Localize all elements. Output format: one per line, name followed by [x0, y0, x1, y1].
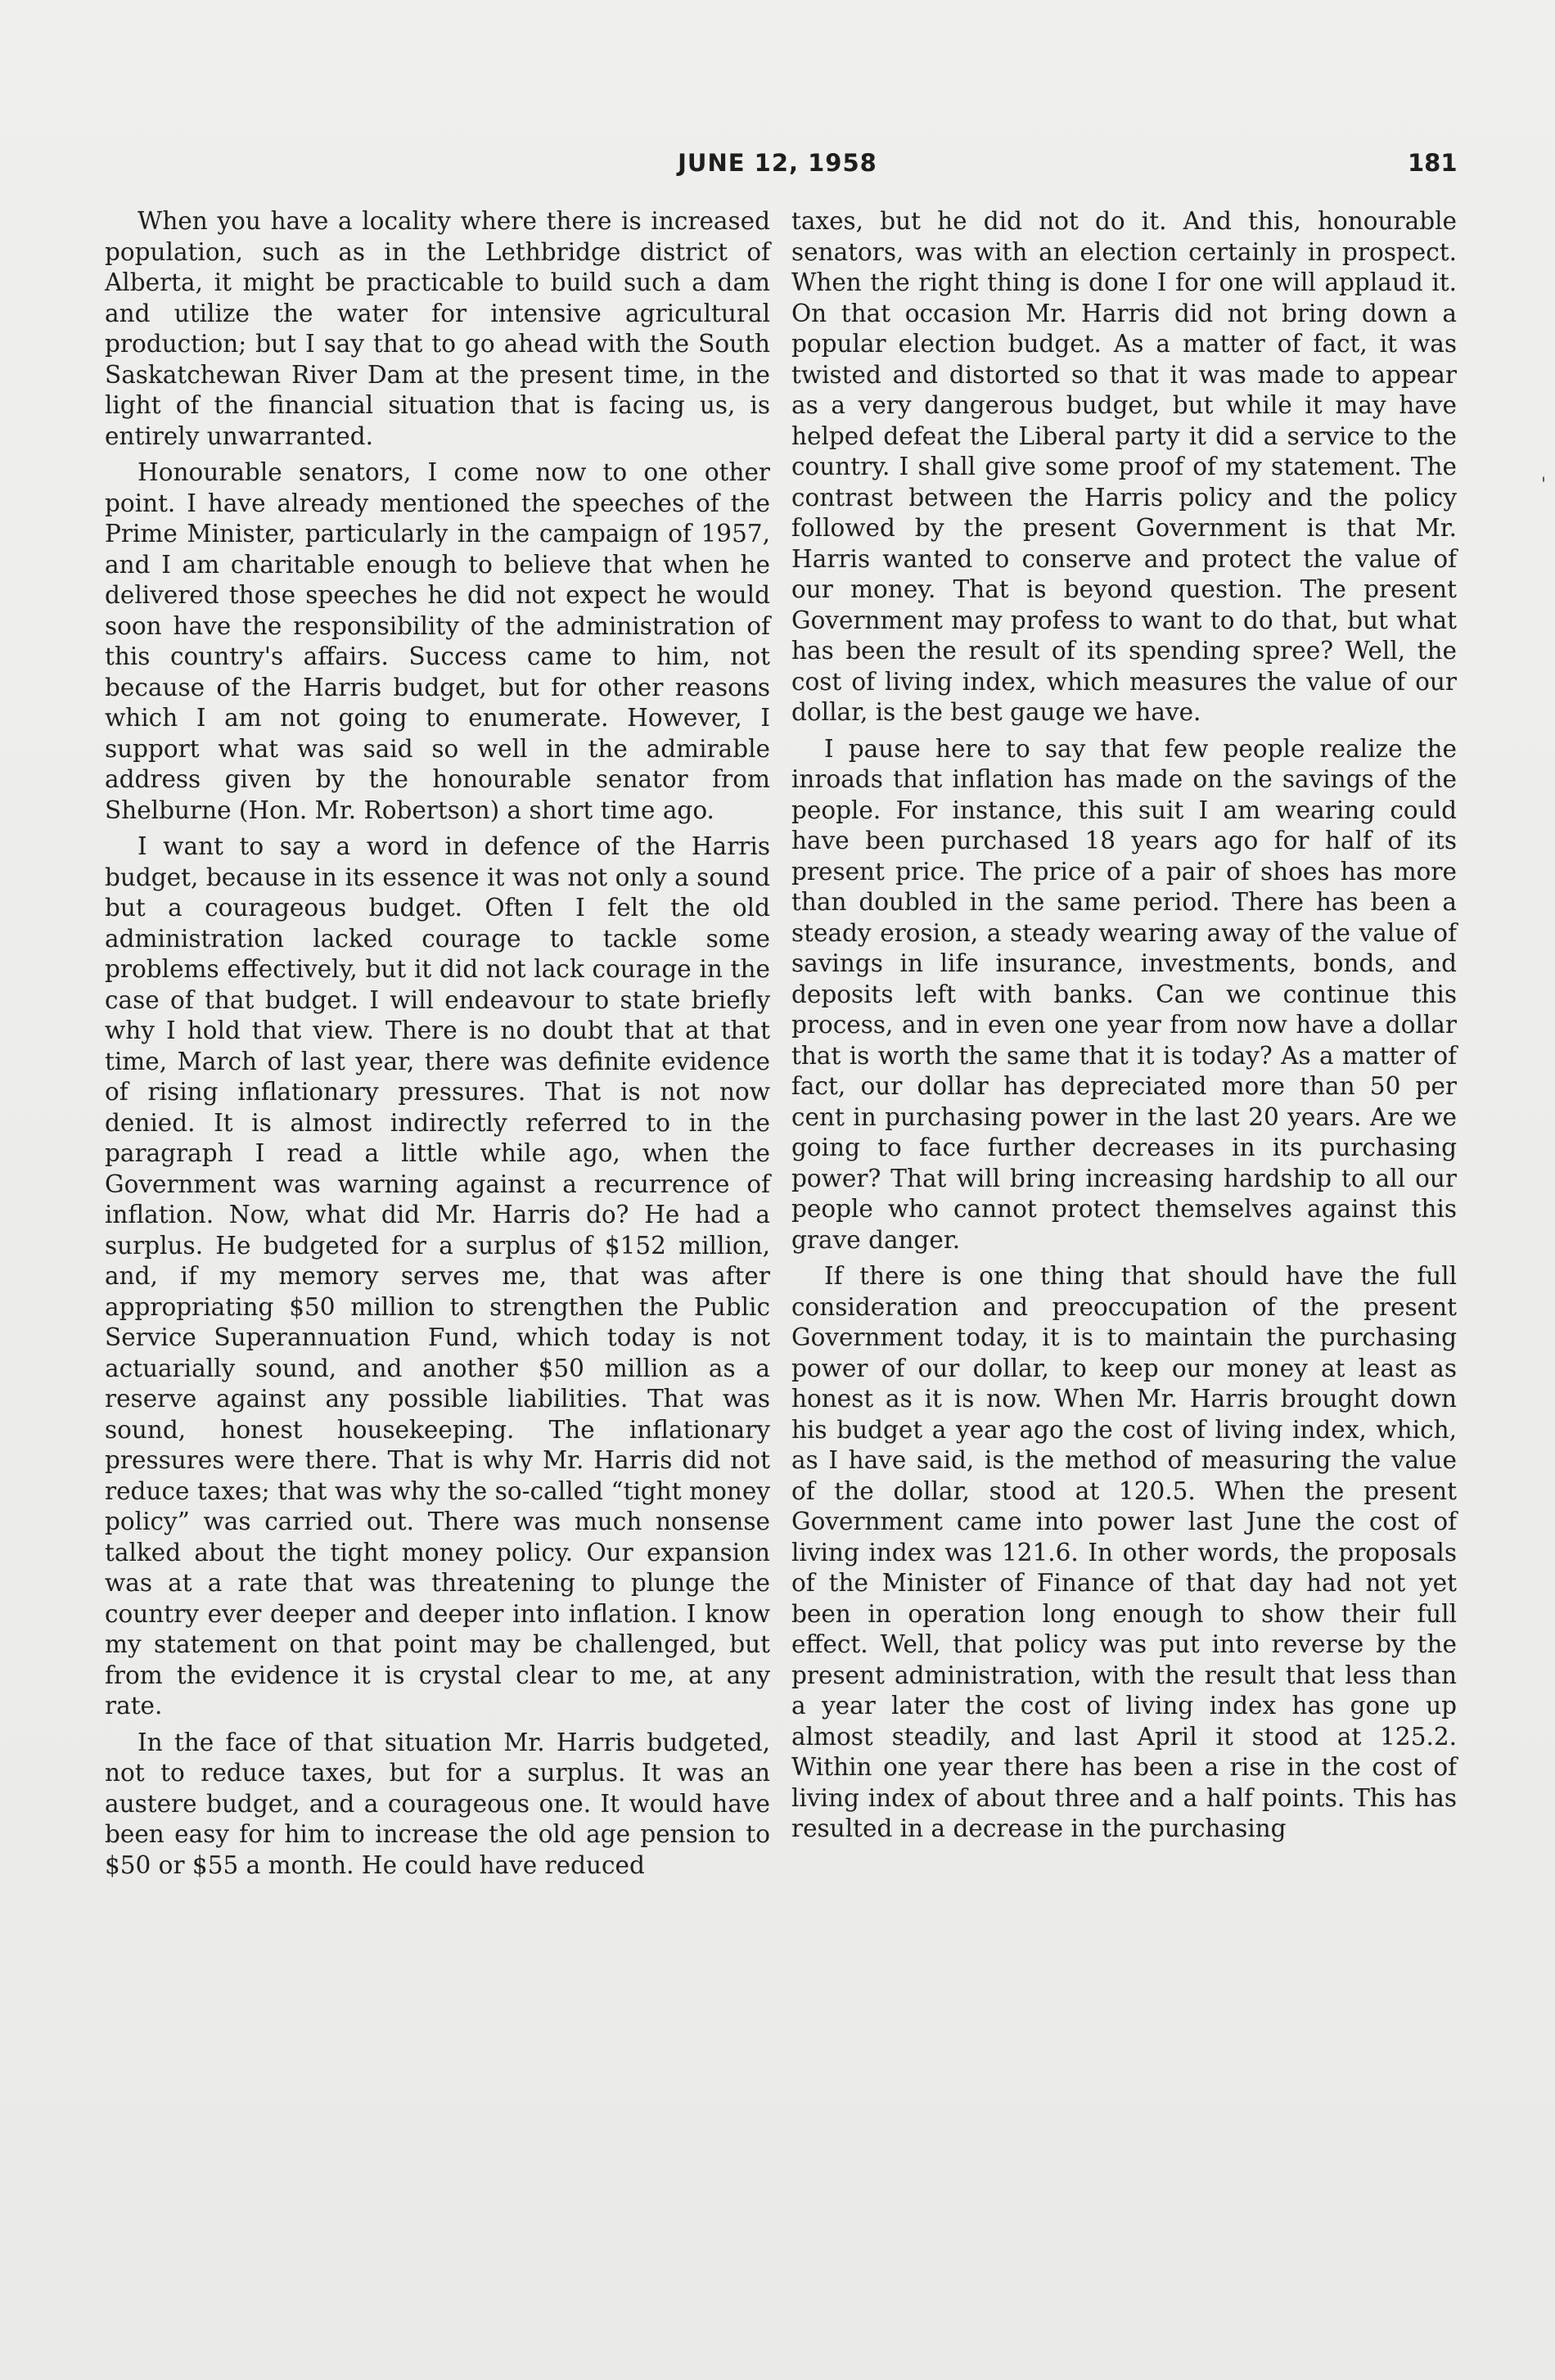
- header-date: JUNE 12, 1958: [678, 149, 877, 177]
- stray-mark: ': [1541, 475, 1547, 495]
- right-column: [791, 206, 1457, 1845]
- left-column: [105, 206, 770, 1881]
- paragraph: Honourable senators, I come now to one other point. I have already mentioned the speeches of the Prime Minister, particularly in the campaign of 1957, and I am charitable enough to believe that when he delivered those speeches he did not expect he would soon have the responsibility of the administration of this country's affairs. Success came to him, not because of the Harris budget, but for other reasons which I am not going to enumerate. However, I support what was said so well in the admirable address given by the honourable senator from Shelburne (Hon. Mr. Robertson) a short time ago.: [105, 458, 770, 824]
- paragraph: I want to say a word in defence of the Harris budget, because in its essence it was not only a sound but a courageous budget. Often I felt the old administration lacked courage to tackle some problems effectively, but it did not lack courage in the case of that budget. I will endeavour to state briefly why I hold that view. There is no doubt that at that time, March of last year, there was definite evidence of rising inflationary pressures. That is not now denied. It is almost indirectly referred to in the paragraph I read a little while ago, when the Government was warning against a recurrence of inflation. Now, what did Mr. Harris do? He had a surplus. He budgeted for a surplus of $152 million, and, if my memory serves me, that was after appropriating $50 million to strengthen the Public Service Superannuation Fund, which today is not actuarially sound, and another $50 million as a reserve against any possible liabilities. That was sound, honest housekeeping. The inflationary pressures were there. That is why Mr. Harris did not reduce taxes; that was why the so-called “tight money policy” was carried out. There was much nonsense talked about the tight money policy. Our expansion was at a rate that was threatening to plunge the country ever deeper and deeper into inflation. I know my statement on that point may be challenged, but from the evidence it is crystal clear to me, at any rate.: [105, 832, 770, 1720]
- paragraph: I pause here to say that few people realize the inroads that inflation has made on the savings of the people. For instance, this suit I am wearing could have been purchased 18 years ago for half of its present price. The price of a pair of shoes has more than doubled in the same period. There has been a steady erosion, a steady wearing away of the value of savings in life insurance, investments, bonds, and deposits left with banks. Can we continue this process, and in even one year from now have a dollar that is worth the same that it is today? As a matter of fact, our dollar has depreciated more than 50 per cent in purchasing power in the last 20 years. Are we going to face further decreases in its purchasing power? That will bring increasing hardship to all our people who cannot protect themselves against this grave danger.: [791, 734, 1457, 1254]
- paragraph: taxes, but he did not do it. And this, honourable senators, was with an election certainly in prospect. When the right thing is done I for one will applaud it. On that occasion Mr. Harris did not bring down a popular election budget. As a matter of fact, it was twisted and distorted so that it was made to appear as a very dangerous budget, but while it may have helped defeat the Liberal party it did a service to the country. I shall give some proof of my statement. The contrast between the Harris policy and the policy followed by the present Government is that Mr. Harris wanted to conserve and protect the value of our money. That is beyond question. The present Government may profess to want to do that, but what has been the result of its spending spree? Well, the cost of living index, which measures the value of our dollar, is the best gauge we have.: [791, 207, 1457, 726]
- paragraph: If there is one thing that should have the full consideration and preoccupation of the present Government today, it is to maintain the purchasing power of our dollar, to keep our money at least as honest as it is now. When Mr. Harris brought down his budget a year ago the cost of living index, which, as I have said, is the method of measuring the value of the dollar, stood at 120.5. When the present Government came into power last June the cost of living index was 121.6. In other words, the proposals of the Minister of Finance of that day had not yet been in operation long enough to show their full effect. Well, that policy was put into reverse by the present administration, with the result that less than a year later the cost of living index has gone up almost steadily, and last April it stood at 125.2. Within one year there has been a rise in the cost of living index of about three and a half points. This has resulted in a decrease in the purchasing: [791, 1262, 1457, 1842]
- page-number: 181: [1408, 149, 1458, 177]
- paragraph: In the face of that situation Mr. Harris budgeted, not to reduce taxes, but for a surplus. It was an austere budget, and a courageous one. It would have been easy for him to increase the old age pension to $50 or $55 a month. He could have reduced: [105, 1728, 770, 1879]
- paragraph: When you have a locality where there is increased population, such as in the Lethbridge district of Alberta, it might be practicable to build such a dam and utilize the water for intensive agricultural production; but I say that to go ahead with the South Saskatchewan River Dam at the present time, in the light of the financial situation that is facing us, is entirely unwarranted.: [105, 207, 770, 450]
